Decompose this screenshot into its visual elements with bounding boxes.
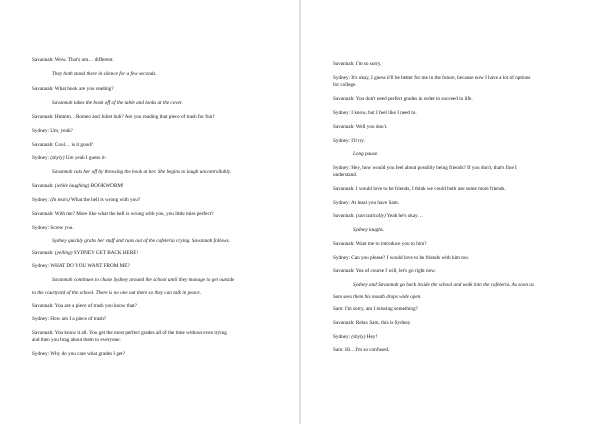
script-line: Savannah: Wow. That's um… different. xyxy=(32,57,114,63)
dialogue: BOOKWORM! xyxy=(90,183,124,189)
script-line xyxy=(333,213,423,219)
stage-direction: Sydney laughs. xyxy=(353,227,385,233)
script-line: Sydney: WHAT DO YOU WANT FROM ME? xyxy=(32,263,130,269)
script-line: Sydney: Screw you. xyxy=(32,225,74,231)
script-line: Savannah: Cool… is it good? xyxy=(32,142,94,148)
speaker: Savannah: xyxy=(32,183,54,189)
script-line: Savannah: You don't need perfect grades in order to succeed in life. xyxy=(333,96,473,102)
script-line: Sydney: It's okay, I guess it'll be better for me in the future, because now I have a lot of options xyxy=(333,75,531,81)
script-line xyxy=(32,197,140,203)
dialogue: Hey! xyxy=(366,334,378,340)
script-line: Savannah: I would love to be friends, I think we could both use some more friends. xyxy=(333,186,506,192)
parenthetical: (In tears) xyxy=(50,197,70,203)
stage-direction: Sam sees them his mouth drops wide open. xyxy=(333,294,422,300)
script-line: Sydney: I'll try. xyxy=(333,138,365,144)
script-line: and then you brag about them to everyone. xyxy=(32,337,121,343)
script-line: Sydney: Why do you care what grades I get? xyxy=(32,351,125,357)
script-line: Savannah: I'm so sorry. xyxy=(333,61,382,67)
stage-direction: Savannah cuts her off by throwing the book at her. She begins to laugh uncontrollably. xyxy=(52,169,232,175)
dialogue: What the hell is wrong with you? xyxy=(70,197,141,203)
script-line: Sydney: How am I a piece of trash? xyxy=(32,316,107,322)
stage-direction: Sydney quickly grabs her stuff and runs out of the cafeteria crying. Savannah follows. xyxy=(52,238,230,244)
script-line xyxy=(32,155,106,161)
script-line: Savannah: With me? More like what the hell is wrong with you, you little miss perfect? xyxy=(32,211,214,217)
speaker: Sydney: xyxy=(333,334,351,340)
stage-direction: Sydney and Savannah go back inside the school and walk into the cafeteria. As soon as xyxy=(353,282,534,288)
script-line xyxy=(32,250,138,256)
speaker: Savannah: xyxy=(333,213,355,219)
stage-direction: They both stand there in silence for a few seconds. xyxy=(52,71,157,77)
script-line: Savannah: Relax Sam, this is Sydney. xyxy=(333,320,412,326)
script-line: Sydney: Um, yeah? xyxy=(32,128,73,134)
dialogue: Um yeah I guess it- xyxy=(65,155,107,161)
dialogue: SYDNEY GET BACK HERE! xyxy=(73,250,139,256)
script-line: understand. xyxy=(333,172,358,178)
script-line: Sam: I'm sorry, am I missing something? xyxy=(333,306,418,312)
speaker: Savannah: xyxy=(32,250,54,256)
stage-direction: Savannah continues to chase Sydney around the school until they manage to get outside xyxy=(52,277,235,283)
speaker: Sydney: xyxy=(32,197,50,203)
script-line: Savannah: You know it all. You get the most perfect grades all of the time without even trying xyxy=(32,330,227,336)
parenthetical: (shyly) xyxy=(351,334,366,340)
script-line: for college. xyxy=(333,82,357,88)
script-line: Savannah: You are a piece of trash you know that? xyxy=(32,303,137,309)
stage-direction: to the courtyard of the school. There is no one out there so they can talk in peace. xyxy=(32,290,201,296)
parenthetical: (while laughing) xyxy=(54,183,90,189)
parenthetical: (yelling) xyxy=(54,250,73,256)
parenthetical: (sarcastically) xyxy=(355,213,386,219)
stage-direction: Savannah takes the book off of the table and looks at the cover. xyxy=(52,100,183,106)
script-line: Savannah: Well you don't. xyxy=(333,124,388,130)
script-line: Sydney: Can you please? I would love to be friends with him too. xyxy=(333,255,470,261)
script-line: Savannah: Want me to introduce you to him? xyxy=(333,241,427,247)
script-line: Savannah: Hmmm…Romeo and Juliet huh? Are you reading that piece of trash for fun? xyxy=(32,114,215,120)
script-line: Sydney: Hey, how would you feel about possibly being friends? If you don't, that's fine I xyxy=(333,165,517,171)
script-line: Sydney: I know, but I feel like I need to. xyxy=(333,110,417,116)
right-page xyxy=(301,0,600,424)
parenthetical: (shyly) xyxy=(50,155,65,161)
script-line: Savannah: What book are you reading? xyxy=(32,86,114,92)
script-line: Savannah: Yea of course I will, let's go right now. xyxy=(333,268,436,274)
stage-direction: Long pause. xyxy=(353,151,379,157)
script-line xyxy=(333,334,377,340)
script-line: Sydney: At least you have Sam. xyxy=(333,200,399,206)
speaker: Sydney: xyxy=(32,155,50,161)
script-line xyxy=(32,183,124,189)
left-page xyxy=(0,0,299,424)
script-line: Sam: Hi…I'm so confused. xyxy=(333,347,390,353)
dialogue: Yeah he's okay… xyxy=(386,213,423,219)
